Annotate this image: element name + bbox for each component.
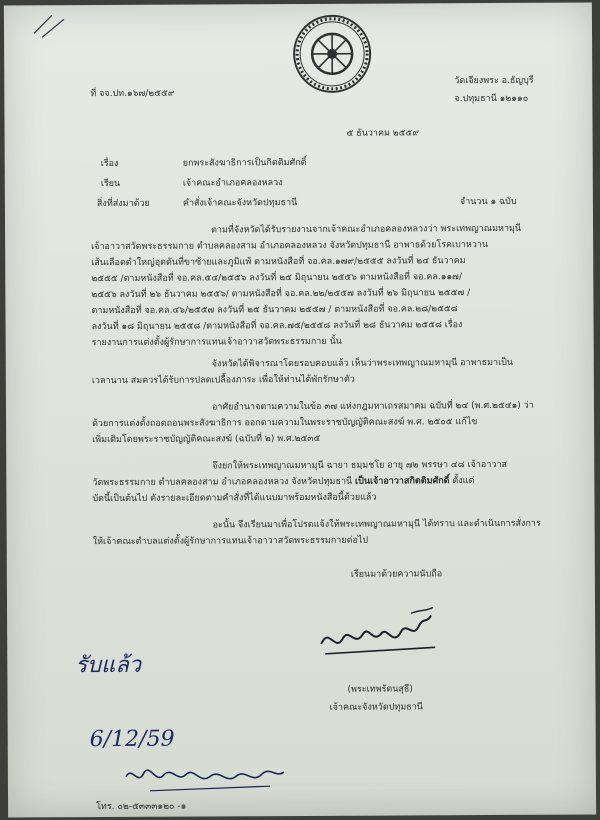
paragraph-1-line: เจ้าอาวาสวัดพระธรรมกาย ตำบลคลองสาม อำเภอคลองหลวง จังหวัดปทุมธานี อาพาธด้วยโรคเบาหวาน — [91, 240, 489, 253]
paragraph-4-line: บัดนี้เป็นต้นไป ดังรายละเอียดตามคำสั่งที่ได้แนบมาพร้อมหนังสือนี้ด้วยแล้ว — [92, 492, 377, 505]
handwritten-received-note: รับแล้ว — [75, 652, 142, 679]
official-signature — [315, 603, 455, 664]
honorary-abbot-emphasis: เป็นเจ้าอาวาสกิตติมศักดิ์ — [355, 476, 450, 487]
footer-phone: โทร. ๐๒-๕๓๓๓๑๒๐ -๑ — [96, 801, 187, 813]
to-label: เรียน — [100, 178, 121, 190]
handwritten-initial-signature — [120, 756, 290, 797]
paragraph-4-segment: วัดพระธรรมกาย ตำบลคลองสาม อำเภอคลองหลวง จังหวัดปทุมธานี — [92, 476, 353, 489]
paragraph-4-line — [92, 475, 474, 489]
attachment-label: สิ่งที่ส่งมาด้วย — [96, 198, 150, 210]
paragraph-1-line: ๒๕๕๕ /ตามหนังสือที่ จอ.คล.๕๔/๒๕๕๖ ลงวันที่ ๒๕ มิถุนายน ๒๕๕๖ ตามหนังสือที่ จอ.คล.๑๑๗/ — [91, 272, 463, 285]
paragraph-2-line: จังหวัดได้พิจารณาโดยรอบคอบแล้ว เห็นว่าพระเทพญาณมหามุนี อาพาธมาเป็น — [211, 357, 514, 370]
paragraph-4-segment: ตั้งแต่ — [452, 476, 475, 487]
subject-text: ยกพระสังฆาธิการเป็นกิตติมศักดิ์ — [182, 157, 307, 169]
document-date: ๕ ธันวาคม ๒๕๕๙ — [346, 128, 419, 139]
sender-province: จ.ปทุมธานี ๑๒๑๑๐ — [454, 93, 529, 105]
paragraph-1-line: ลงวันที่ ๑๘ มิถุนายน ๒๕๕๘ /ตามหนังสือที่ จอ.คล.๗๕/๒๕๕๘ ลงวันที่ ๒๘ ธันวาคม ๒๕๕๘ เรื่อง — [91, 320, 463, 333]
paragraph-1-line: เส้นเลือดดำใหญ่อุดตันที่ขาซ้ายและภูมิแพ้ ตามหนังสือที่ จอ.คล.๑๗๙/๒๕๕๕ ลงวันที่ ๒๔ ธันวาคม — [91, 256, 466, 269]
letter-page — [4, 2, 596, 817]
handwritten-date: 6/12/59 — [89, 726, 175, 753]
paragraph-3-line: เพิ่มเติมโดยพระราชบัญญัติคณะสงฆ์ (ฉบับที่ ๒) พ.ศ.๒๕๓๕ — [92, 433, 321, 446]
paragraph-5-line: ให้เจ้าคณะตำบลแต่งตั้งผู้รักษาการแทนเจ้าอาวาสวัดพระธรรมกายต่อไป — [92, 535, 369, 548]
signatory-position: เจ้าคณะจังหวัดปทุมธานี — [329, 702, 423, 713]
paragraph-1-line: ๒๕๕๖ ลงวันที่ ๒๖ ธันวาคม ๒๕๕๖/ ตามหนังสือที่ จอ.คล.๒๒/๒๕๕๗ ลงวันที่ ๒๖ มิถุนายน ๒๕๕๗ / — [91, 288, 471, 301]
paragraph-2-line: เวลานาน สมควรได้รับการปลดเปลื้องภาระ เพื่อให้ท่านได้พักรักษาตัว — [91, 374, 355, 387]
paragraph-1-line: ตามหนังสือที่ จอ.คล.๔๖/๒๕๕๗ ลงวันที่ ๒๕ ธันวาคม ๒๕๕๗ / ตามหนังสือที่ จอ.คล.๒๘/๒๕๕๘ — [91, 304, 458, 317]
paragraph-1-line: รายงานการแต่งตั้งผู้รักษาการแทนเจ้าอาวาสวัดพระธรรมกาย นั้น — [91, 336, 342, 349]
subject-label: เรื่อง — [100, 158, 119, 170]
sender-temple: วัดเจียงพระ อ.ธัญบุรี — [454, 75, 534, 87]
signatory-name: (พระเทพรัตนสุธี) — [347, 684, 413, 695]
attachment-text: คำสั่งเจ้าคณะจังหวัดปทุมธานี — [182, 198, 298, 209]
paragraph-3-line: อาศัยอำนาจตามความในข้อ ๓๗ แห่งกฎมหาเถรสมาคม ฉบับที่ ๒๔ (พ.ศ.๒๕๔๑) ว่า — [211, 400, 534, 413]
closing-respect: เรียนมาด้วยความนับถือ — [350, 569, 443, 580]
document-number: ที่ จจ.ปท.๑๖๗/๒๕๕๙ — [90, 88, 175, 100]
paragraph-4-line: จึงยกให้พระเทพญาณมหามุนี ฉายา ธมฺมชโย อายุ ๗๒ พรรษา ๔๘ เจ้าอาวาส — [212, 459, 508, 472]
corner-pen-mark — [30, 11, 70, 41]
attachment-count: จำนวน ๑ ฉบับ — [459, 196, 517, 208]
paragraph-1-line: ตามที่จังหวัดได้รับรายงานจากเจ้าคณะอำเภอคลองหลวงว่า พระเทพญาณมหามุนี — [211, 223, 522, 236]
to-text: เจ้าคณะอำเภอคลองหลวง — [182, 178, 283, 189]
official-seal-emblem — [292, 14, 372, 94]
paragraph-5-line: อะนั้น จึงเรียนมาเพื่อโปรดแจ้งให้พระเทพญาณมหามุนี ได้ทราบ และดำเนินการสั่งการ — [212, 518, 541, 531]
paragraph-3-line: ด้วยการแต่งตั้งถอดถอนพระสังฆาธิการ ออกตามความในพระราชบัญญัติคณะสงฆ์ พ.ศ. ๒๕๐๕ แก้ไข — [92, 417, 478, 430]
